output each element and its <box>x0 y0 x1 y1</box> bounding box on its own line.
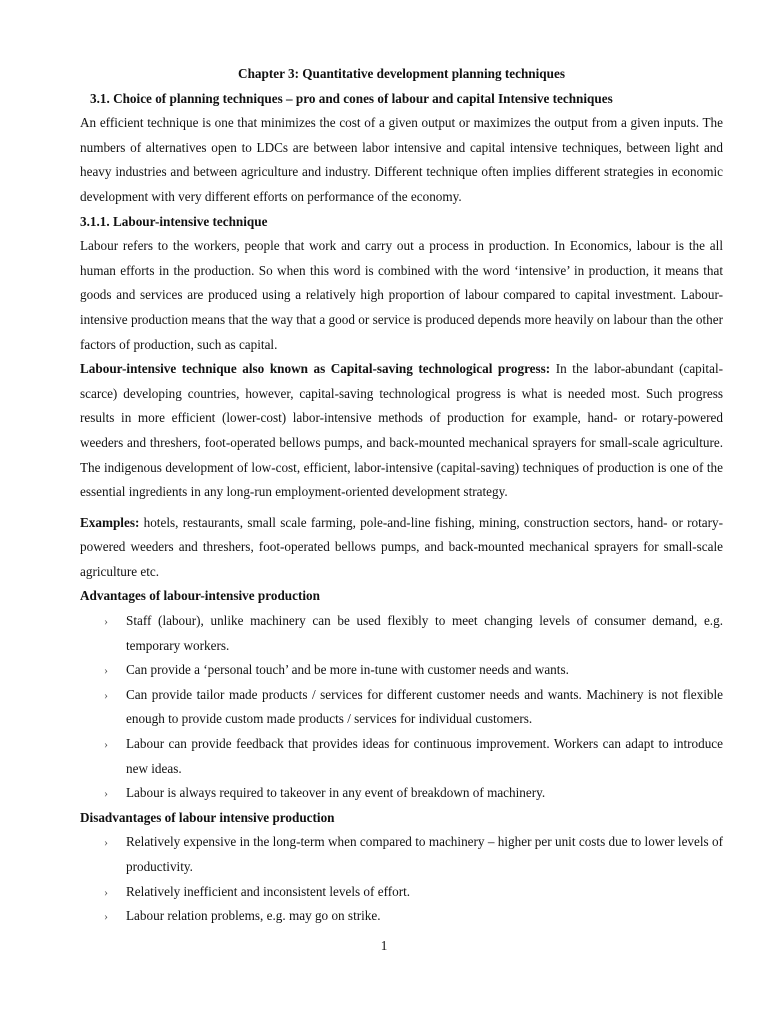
list-item: › Labour is always required to takeover in any event of breakdown of machinery. <box>104 781 723 806</box>
bullet-icon: › <box>104 884 108 899</box>
capital-saving-text: In the labor-abundant (capital-scarce) developing countries, however, capital-saving technological progress is what is needed most. Such progress results in more efficient (lower-cost) labor-intensive methods of production for example, hand- or rotary-powered weeders and threshers, foot-operated bellows pumps, and back-mounted mechanical sprayers for small-scale agriculture. The indigenous development of low-cost, efficient, labor-intensive (capital-saving) techniques of production is one of the essential ingredients in any long-run employment-oriented development strategy. <box>80 361 724 500</box>
examples-lead: Examples: <box>80 514 140 530</box>
bullet-icon: › <box>104 909 108 924</box>
advantages-heading: Advantages of labour-intensive production <box>80 588 320 604</box>
list-item: › Labour relation problems, e.g. may go on strike. <box>104 904 723 929</box>
advantages-list <box>80 609 723 806</box>
capital-saving-paragraph <box>80 357 723 505</box>
list-item: › Staff (labour), unlike machinery can be used flexibly to meet changing levels of consumer demand, e.g. temporary workers. <box>104 609 723 658</box>
disadvantages-heading: Disadvantages of labour intensive production <box>80 809 335 825</box>
bullet-icon: › <box>104 687 108 702</box>
list-item: › Labour can provide feedback that provides ideas for continuous improvement. Workers can adapt to introduce new ideas. <box>104 732 723 781</box>
list-item: › Can provide tailor made products / services for different customer needs and wants. Machinery is not flexible enough to provide custom made products / services for individual customers. <box>104 683 723 732</box>
chapter-title: Chapter 3: Quantitative development planning techniques <box>238 66 565 81</box>
disadvantages-list <box>80 830 723 928</box>
page-number: 1 <box>380 938 388 953</box>
list-item: › Relatively inefficient and inconsistent levels of effort. <box>104 880 723 905</box>
list-item: › Relatively expensive in the long-term when compared to machinery – higher per unit costs due to lower levels of productivity. <box>104 830 723 879</box>
list-item: › Can provide a ‘personal touch’ and be more in-tune with customer needs and wants. <box>104 658 723 683</box>
bullet-icon: › <box>104 614 108 629</box>
document-page <box>80 62 723 929</box>
examples-text: hotels, restaurants, small scale farming, pole-and-line fishing, mining, construction sectors, hand- or rotary-powered weeders and threshers, foot-operated bellows pumps, and back-mounted mechanical sprayers for small-scale agriculture etc. <box>80 514 723 579</box>
examples-paragraph <box>80 511 723 585</box>
bullet-icon: › <box>104 835 108 850</box>
labour-paragraph: Labour refers to the workers, people that work and carry out a process in production. In Economics, labour is the all human efforts in the production. So when this word is combined with the word ‘intensive’ in production, it means that goods and services are produced using a relatively high proportion of labour compared to capital investment. Labour-intensive production means that the way that a good or service is produced depends more heavily on labour than the other factors of production, such as capital. <box>80 238 723 352</box>
bullet-icon: › <box>104 663 108 678</box>
section-heading: 3.1. Choice of planning techniques – pro and cones of labour and capital Intensive techniques <box>90 90 613 106</box>
bullet-icon: › <box>104 737 108 752</box>
intro-paragraph: An efficient technique is one that minimizes the cost of a given output or maximizes the output from a given inputs. The numbers of alternatives open to LDCs are between labor intensive and capital intensive techniques, between light and heavy industries and between agriculture and industry. Different technique often implies different strategies in economic development with very different efforts on performance of the economy. <box>80 115 723 204</box>
subsection-heading: 3.1.1. Labour-intensive technique <box>80 213 268 229</box>
bullet-icon: › <box>104 786 108 801</box>
capital-saving-lead: Labour-intensive technique also known as Capital-saving technological progress: <box>80 361 551 377</box>
